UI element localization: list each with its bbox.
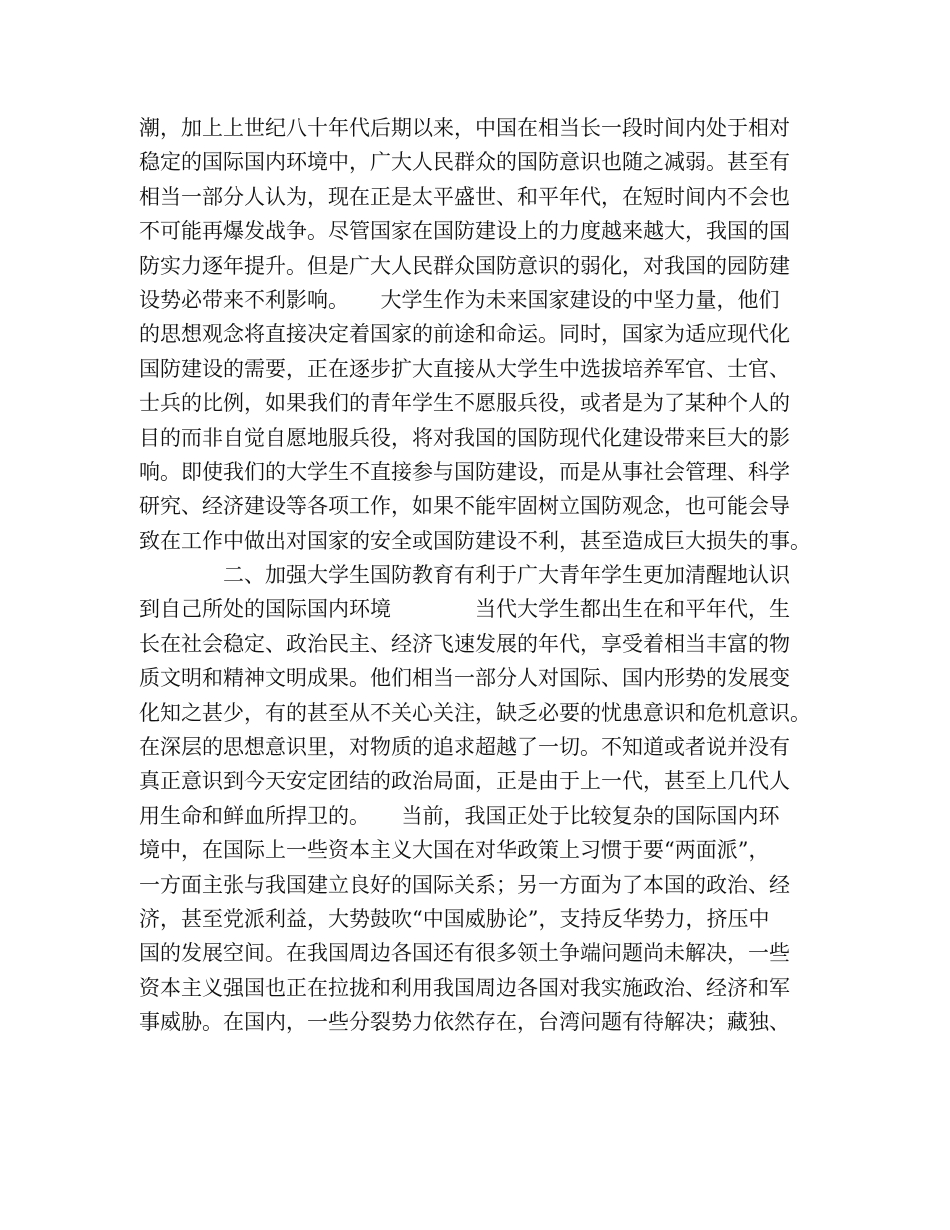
section-heading-line: 二、加强大学生国防教育有利于广大青年学生更加清醒地认识	[139, 563, 790, 588]
text-line: 境中，在国际上一些资本主义大国在对华政策上习惯于要“两面派”，	[139, 838, 770, 863]
text-line: 的思想观念将直接决定着国家的前途和命运。同时，国家为适应现代化	[139, 322, 790, 347]
text-line: 一方面主张与我国建立良好的国际关系；另一方面为了本国的政治、经	[139, 872, 790, 897]
text-line: 真正意识到今天安定团结的政治局面，正是由于上一代，甚至上几代人	[139, 769, 790, 794]
text-line: 响。即使我们的大学生不直接参与国防建设，而是从事社会管理、科学	[139, 459, 790, 484]
body-text	[139, 111, 829, 1040]
text-line: 长在社会稳定、政治民主、经济飞速发展的年代，享受着相当丰富的物	[139, 631, 790, 656]
text-line: 事威胁。在国内，一些分裂势力依然存在，台湾问题有待解决；藏独、	[139, 1010, 790, 1035]
text-line: 国的发展空间。在我国周边各国还有很多领土争端问题尚未解决，一些	[139, 941, 790, 966]
text-line: 济，甚至党派利益，大势鼓吹“中国威胁论”，支持反华势力，挤压中	[139, 906, 770, 931]
text-line: 致在工作中做出对国家的安全或国防建设不利，甚至造成巨大损失的事。	[139, 528, 811, 553]
text-line: 相当一部分人认为，现在正是太平盛世、和平年代，在短时间内不会也	[139, 184, 790, 209]
text-line: 在深层的思想意识里，对物质的追求超越了一切。不知道或者说并没有	[139, 735, 790, 760]
section-heading-line: 到自己所处的国际国内环境 当代大学生都出生在和平年代，生	[139, 597, 790, 622]
text-line: 士兵的比例，如果我们的青年学生不愿服兵役，或者是为了某种个人的	[139, 391, 790, 416]
text-line: 潮，加上上世纪八十年代后期以来，中国在相当长一段时间内处于相对	[139, 116, 790, 140]
text-line: 研究、经济建设等各项工作，如果不能牢固树立国防观念，也可能会导	[139, 494, 790, 519]
text-line: 设势必带来不利影响。 大学生作为未来国家建设的中坚力量，他们	[139, 287, 780, 312]
text-line: 国防建设的需要，正在逐步扩大直接从大学生中选拔培养军官、士官、	[139, 356, 790, 381]
text-line: 化知之甚少，有的甚至从不关心关注，缺乏必要的忧患意识和危机意识。	[139, 700, 811, 725]
text-line: 质文明和精神文明成果。他们相当一部分人对国际、国内形势的发展变	[139, 666, 790, 691]
text-line: 资本主义强国也正在拉拢和利用我国周边各国对我实施政治、经济和军	[139, 975, 790, 1000]
text-line: 用生命和鲜血所捍卫的。 当前，我国正处于比较复杂的国际国内环	[139, 803, 780, 828]
text-line: 稳定的国际国内环境中，广大人民群众的国防意识也随之减弱。甚至有	[139, 150, 790, 175]
text-line: 目的而非自觉自愿地服兵役，将对我国的国防现代化建设带来巨大的影	[139, 425, 790, 450]
text-line: 防实力逐年提升。但是广大人民群众国防意识的弱化，对我国的园防建	[139, 253, 790, 278]
text-line: 不可能再爆发战争。尽管国家在国防建设上的力度越来越大，我国的国	[139, 219, 790, 244]
